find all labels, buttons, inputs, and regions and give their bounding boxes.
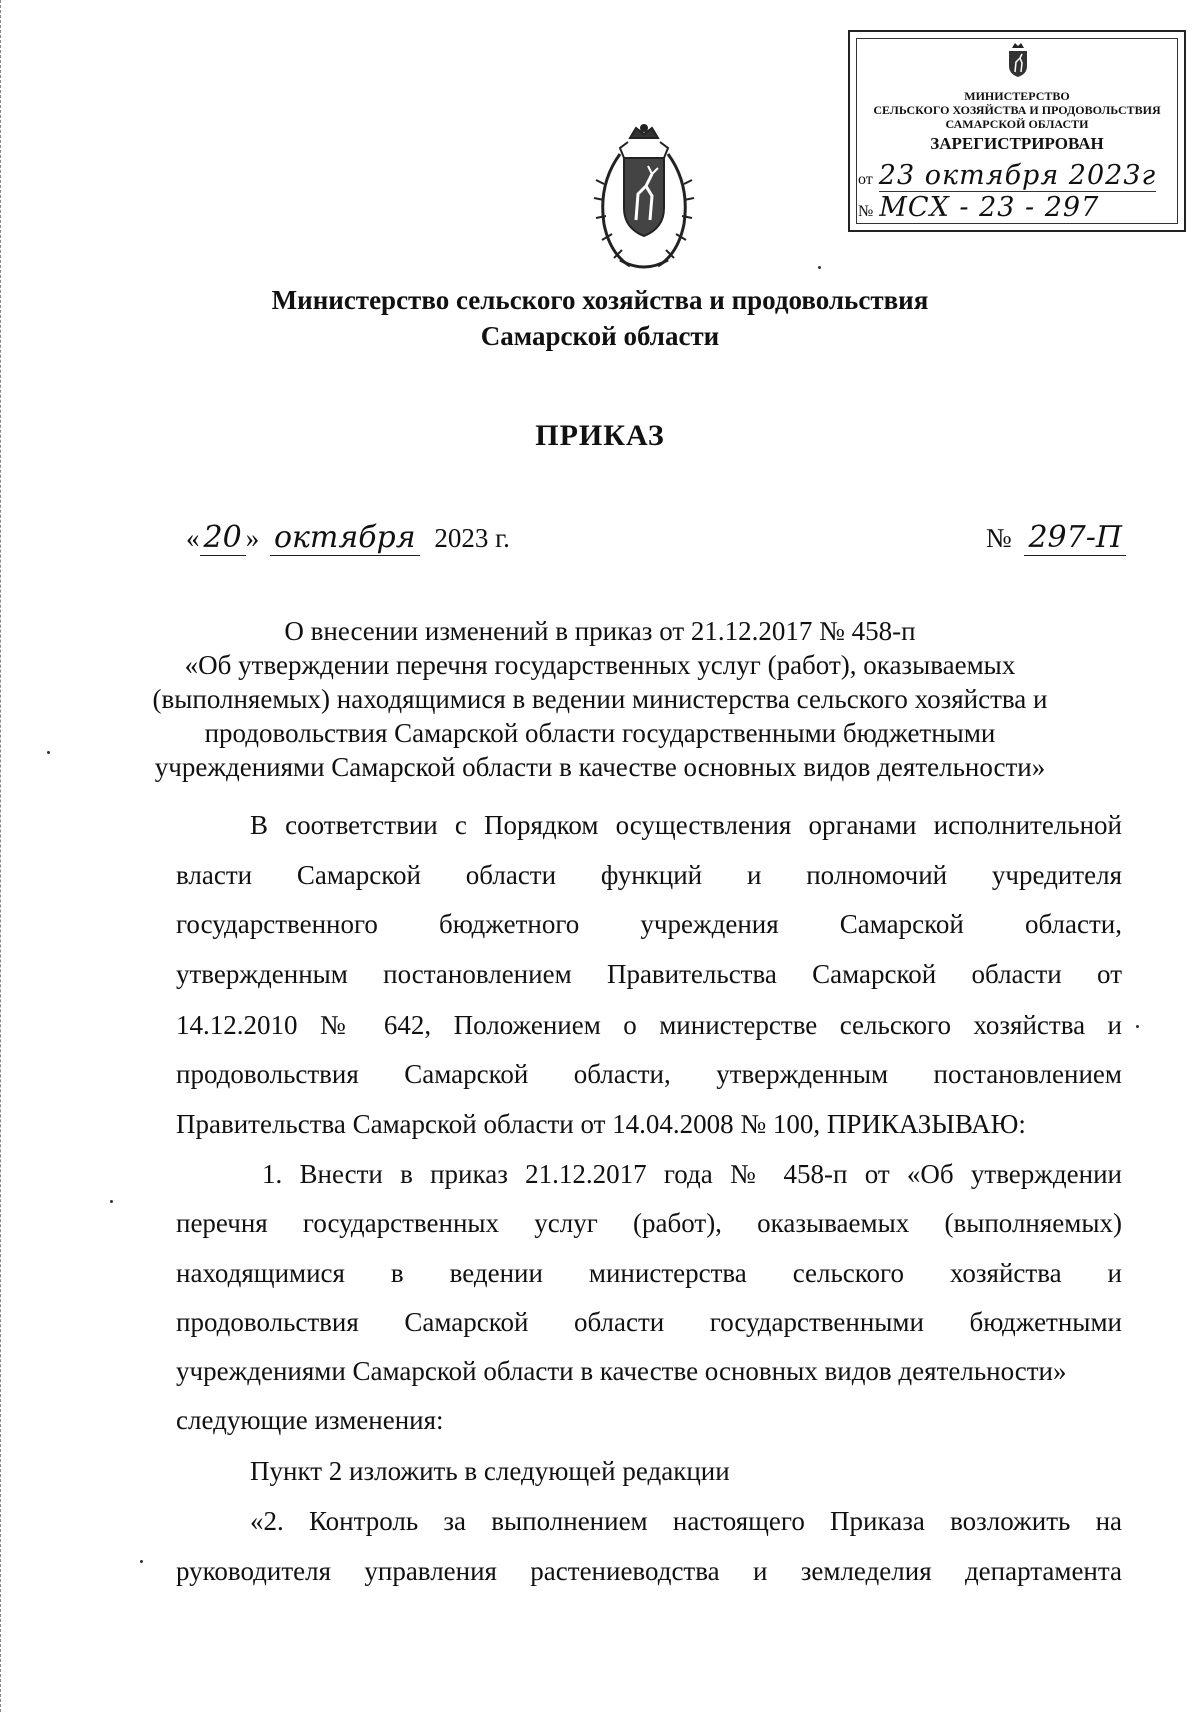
stamp-number-prefix: № bbox=[858, 203, 874, 220]
org-name-line-1: Министерство сельского хозяйства и продовольствия bbox=[271, 285, 929, 315]
registration-stamp bbox=[848, 30, 1186, 232]
date-year: 2023 г. bbox=[434, 523, 510, 553]
body-line-4: утвержденным постановлением Правительства Самарской области от bbox=[176, 959, 1122, 989]
body-line-13: следующие изменения: bbox=[176, 1405, 444, 1435]
scan-speck bbox=[47, 751, 50, 754]
body-line-3: государственного бюджетного учреждения Самарской области, bbox=[176, 909, 1122, 939]
body-line-7: Правительства Самарской области от 14.04.2008 № 100, ПРИКАЗЫВАЮ: bbox=[176, 1109, 1026, 1139]
body-line-11: продовольствия Самарской области государственными бюджетными bbox=[176, 1307, 1122, 1337]
body-line-10: находящимися в ведении министерства сельского хозяйства и bbox=[176, 1258, 1122, 1288]
body-line-2: власти Самарской области функций и полномочий учредителя bbox=[176, 860, 1122, 890]
body-line-1: В соответствии с Порядком осуществления органами исполнительной bbox=[250, 810, 1122, 840]
subject-line-1: О внесении изменений в приказ от 21.12.2017 № 458-п bbox=[284, 616, 916, 646]
body-line-9: перечня государственных услуг (работ), оказываемых (выполняемых) bbox=[176, 1208, 1122, 1238]
stamp-date-handwritten: 23 октября 2023г bbox=[878, 160, 1157, 191]
subject-line-3: (выполняемых) находящимися в ведении министерства сельского хозяйства и bbox=[152, 684, 1048, 714]
body-line-8: 1. Внести в приказ 21.12.2017 года № 458-п от «Об утверждении bbox=[262, 1159, 1122, 1189]
body-line-16: руководителя управления растениеводства и земледелия департамента bbox=[176, 1556, 1122, 1586]
scan-speck bbox=[1136, 1025, 1139, 1028]
scan-speck bbox=[818, 266, 821, 269]
order-date bbox=[186, 520, 510, 555]
order-number-handwritten: 297-П bbox=[1024, 520, 1126, 556]
body-line-5: 14.12.2010 № 642, Положением о министерстве сельского хозяйства и bbox=[176, 1010, 1122, 1040]
stamp-registered: ЗАРЕГИСТРИРОВАН bbox=[930, 134, 1104, 153]
stamp-date-field bbox=[858, 160, 1156, 191]
org-name-line-2: Самарской области bbox=[480, 321, 720, 351]
order-number bbox=[986, 520, 1126, 555]
body-line-12: учреждениями Самарской области в качестве основных видов деятельности» bbox=[176, 1356, 1067, 1386]
stamp-line-1: МИНИСТЕРСТВО bbox=[964, 89, 1070, 103]
coat-of-arms-icon bbox=[590, 124, 698, 276]
scan-edge bbox=[0, 0, 4, 1712]
stamp-date-prefix: от bbox=[858, 171, 873, 188]
stamp-number-handwritten: МСХ - 23 - 297 bbox=[879, 192, 1100, 223]
stamp-line-2: СЕЛЬСКОГО ХОЗЯЙСТВА И ПРОДОВОЛЬСТВИЯ bbox=[873, 103, 1161, 117]
stamp-line-3: САМАРСКОЙ ОБЛАСТИ bbox=[945, 117, 1089, 131]
body-line-15: «2. Контроль за выполнением настоящего Приказа возложить на bbox=[250, 1506, 1122, 1536]
subject-line-2: «Об утверждении перечня государственных услуг (работ), оказываемых bbox=[184, 650, 1016, 680]
date-day-handwritten: 20 bbox=[200, 520, 246, 556]
subject-line-5: учреждениями Самарской области в качестве основных видов деятельности» bbox=[154, 752, 1046, 782]
stamp-coat-of-arms-icon bbox=[1003, 42, 1033, 80]
order-number-prefix: № bbox=[985, 523, 1012, 553]
date-quote-close: » bbox=[245, 523, 260, 553]
date-quote-open: « bbox=[186, 523, 200, 553]
scan-speck bbox=[140, 1560, 143, 1563]
subject-line-4: продовольствия Самарской области государственными бюджетными bbox=[204, 718, 996, 748]
date-month-handwritten: октября bbox=[270, 520, 420, 556]
stamp-number-field bbox=[858, 192, 1099, 223]
document-title: ПРИКАЗ bbox=[535, 419, 665, 452]
body-line-14: Пункт 2 изложить в следующей редакции bbox=[250, 1456, 730, 1486]
body-line-6: продовольствия Самарской области, утвержденным постановлением bbox=[176, 1059, 1122, 1089]
scan-speck bbox=[110, 1200, 113, 1203]
